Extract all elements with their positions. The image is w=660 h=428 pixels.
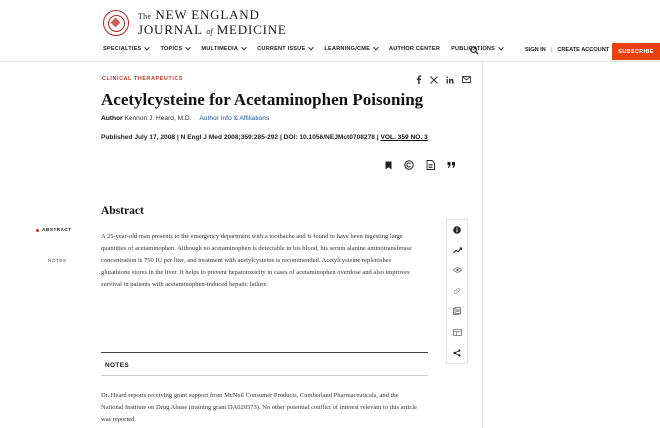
- author-line: [101, 115, 269, 122]
- pub-separator: |: [279, 134, 282, 141]
- cite-icon[interactable]: [447, 161, 456, 169]
- info-icon: [453, 226, 461, 234]
- site-header: [0, 0, 660, 62]
- chevron-down-icon: [309, 45, 315, 51]
- article-title: Acetylcysteine for Acetaminophen Poisoning: [101, 90, 424, 109]
- link-icon: [453, 287, 461, 295]
- jump-label: ABSTRACT: [42, 228, 72, 233]
- nejm-logo[interactable]: [103, 8, 287, 38]
- logo-wordmark: [138, 8, 287, 38]
- citation: N Engl J Med 2008;359:285-292: [180, 134, 279, 141]
- subscribe-button[interactable]: SUBSCRIBE: [612, 43, 660, 60]
- jump-link-abstract[interactable]: [36, 228, 72, 233]
- logo-of: of: [206, 27, 213, 36]
- volume-link[interactable]: VOL. 359 NO. 3: [380, 134, 428, 141]
- rail-related-button[interactable]: [447, 301, 467, 321]
- nav-learning-cme[interactable]: [324, 46, 378, 52]
- nav-label: SPECIALTIES: [103, 46, 142, 52]
- article-tools: [385, 160, 456, 170]
- facebook-icon[interactable]: [415, 75, 422, 84]
- nav-label: LEARNING/CME: [324, 46, 371, 52]
- pdf-icon[interactable]: [426, 160, 435, 170]
- nejm-seal-icon: [103, 10, 129, 36]
- article-category[interactable]: CLINICAL THERAPEUTICS: [102, 76, 184, 82]
- sign-in-link[interactable]: SIGN IN: [525, 47, 546, 53]
- author-info-link[interactable]: Author Info & Affiliations: [199, 115, 270, 122]
- linkedin-icon[interactable]: [446, 76, 454, 84]
- logo-the: The: [138, 12, 152, 21]
- rail-info-button[interactable]: [447, 220, 467, 240]
- figures-icon: [453, 329, 462, 336]
- content-divider: [482, 62, 483, 428]
- chevron-down-icon: [186, 45, 192, 51]
- nav-author-center[interactable]: [389, 46, 440, 52]
- bookmark-icon[interactable]: [385, 161, 392, 170]
- view-icon: [453, 267, 462, 273]
- chevron-down-icon: [373, 45, 379, 51]
- share-icon: [453, 349, 461, 357]
- create-account-link[interactable]: CREATE ACCOUNT: [557, 47, 610, 53]
- notes-heading: NOTES: [105, 362, 130, 369]
- rail-metrics-button[interactable]: [447, 240, 467, 260]
- metrics-icon: [453, 247, 462, 254]
- notes-section-header: [101, 352, 428, 376]
- rail-view-button[interactable]: [447, 260, 467, 280]
- abstract-heading: Abstract: [101, 205, 144, 217]
- auth-separator: |: [550, 47, 553, 53]
- permissions-icon[interactable]: [404, 160, 414, 170]
- email-icon[interactable]: [462, 76, 471, 83]
- nav-multimedia[interactable]: [201, 46, 246, 52]
- nav-label: TOPICS: [160, 46, 183, 52]
- nav-label: AUTHOR CENTER: [389, 46, 441, 52]
- related-icon: [453, 307, 461, 315]
- nav-label: PUBLICATIONS: [451, 46, 496, 52]
- main-nav: [103, 46, 503, 52]
- nav-label: CURRENT ISSUE: [257, 46, 306, 52]
- jump-link-notes[interactable]: NOTES: [48, 259, 67, 264]
- pub-separator: |: [376, 134, 379, 141]
- tool-rail: [446, 219, 468, 364]
- nav-topics[interactable]: [160, 46, 190, 52]
- published-date: Published July 17, 2008: [101, 134, 176, 141]
- rail-share-button[interactable]: [447, 343, 467, 363]
- author-name[interactable]: Kennon J. Heard, M.D.: [124, 115, 192, 122]
- logo-medicine: MEDICINE: [216, 22, 287, 37]
- publication-line: [101, 134, 428, 141]
- logo-new-england: NEW ENGLAND: [155, 7, 260, 22]
- active-dot-icon: [36, 229, 39, 232]
- nav-current-issue[interactable]: [257, 46, 313, 52]
- author-label: Author: [101, 115, 123, 122]
- rail-link-button[interactable]: [447, 281, 467, 301]
- share-bar: [415, 75, 471, 84]
- nav-specialties[interactable]: [103, 46, 149, 52]
- chevron-down-icon: [241, 45, 247, 51]
- rail-figures-button[interactable]: [447, 322, 467, 342]
- chevron-down-icon: [498, 45, 504, 51]
- search-icon[interactable]: [470, 46, 479, 55]
- abstract-text: A 25-year-old man presents to the emergency department with a toothache and is found to have been ingesting large quantities of acetaminophen. Although no acetaminophen is detectable in his blood, his serum alanine aminotransferase concentration is 750 IU per liter, and treatment with acetylcysteine is recommended. Acetylcysteine replenishes glutathione stores in the liver. It helps to prevent hepatotoxicity in cases of acetaminophen overdose and also improves survival in patients with acetaminophen-induced hepatic failure.: [101, 233, 412, 288]
- x-icon[interactable]: [430, 76, 438, 84]
- doi[interactable]: DOI: 10.1056/NEJMct0708278: [283, 134, 375, 141]
- auth-links: [525, 47, 609, 53]
- pub-separator: |: [176, 134, 179, 141]
- nav-label: MULTIMEDIA: [201, 46, 239, 52]
- logo-journal: JOURNAL: [138, 22, 203, 37]
- chevron-down-icon: [145, 45, 151, 51]
- notes-text: Dr. Heard reports receiving grant support from McNeil Consumer Products, Cumberland Pharmaceuticals, and the National Institute on Drug Abuse (training grant DA020573). No other potential conflict of interest relevant to this article was reported.: [101, 392, 417, 423]
